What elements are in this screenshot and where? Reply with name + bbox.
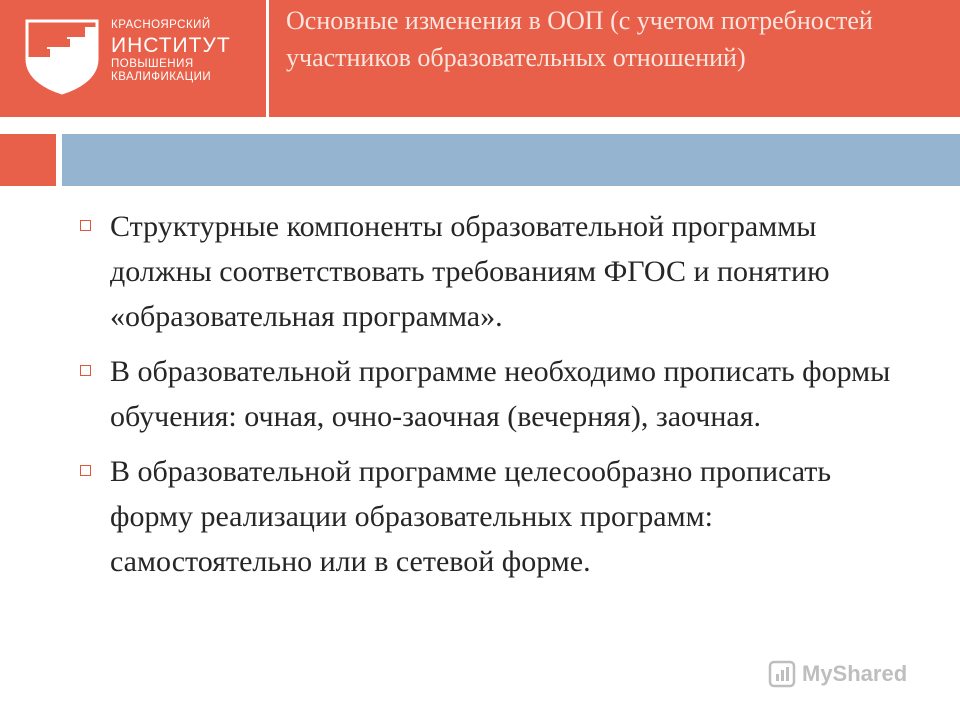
bullet-text: В образовательной программе целесообразно прописать форму реализации образовательных программ: самостоятельно или в сетевой форме. [110, 455, 832, 578]
watermark [768, 656, 907, 692]
bullet-text: В образовательной программе необходимо прописать формы обучения: очная, очно-заочная (вечерняя), заочная. [110, 355, 891, 433]
hollow-square-bullet-icon [80, 465, 91, 476]
institute-logo [0, 0, 266, 117]
header-divider [266, 0, 269, 117]
logo-line-2: ИНСТИТУТ [111, 33, 231, 57]
accent-band-left [0, 134, 56, 186]
logo-line-4: КВАЛИФИКАЦИИ [111, 71, 212, 83]
bullet-text: Структурные компоненты образовательной программы должны соответствовать требованиям ФГОС и понятию «образовательная программа». [110, 210, 830, 333]
bullet-item [78, 449, 918, 584]
watermark-text: MyShared [802, 661, 908, 686]
logo-line-1: КРАСНОЯРСКИЙ [111, 19, 211, 31]
logo-line-3: ПОВЫШЕНИЯ [111, 57, 194, 70]
bullet-item [78, 349, 918, 439]
hollow-square-bullet-icon [80, 365, 91, 376]
hollow-square-bullet-icon [80, 220, 91, 231]
bullet-list [78, 204, 918, 594]
accent-band-right [62, 134, 960, 186]
bullet-item [78, 204, 918, 339]
logo-text [111, 20, 231, 84]
slide-header [0, 0, 960, 117]
institute-logo-icon [25, 19, 99, 95]
myshared-logo-icon [768, 660, 796, 688]
slide-title: Основные изменения в ООП (с учетом потребностей участников образовательных отношений) [286, 6, 873, 72]
